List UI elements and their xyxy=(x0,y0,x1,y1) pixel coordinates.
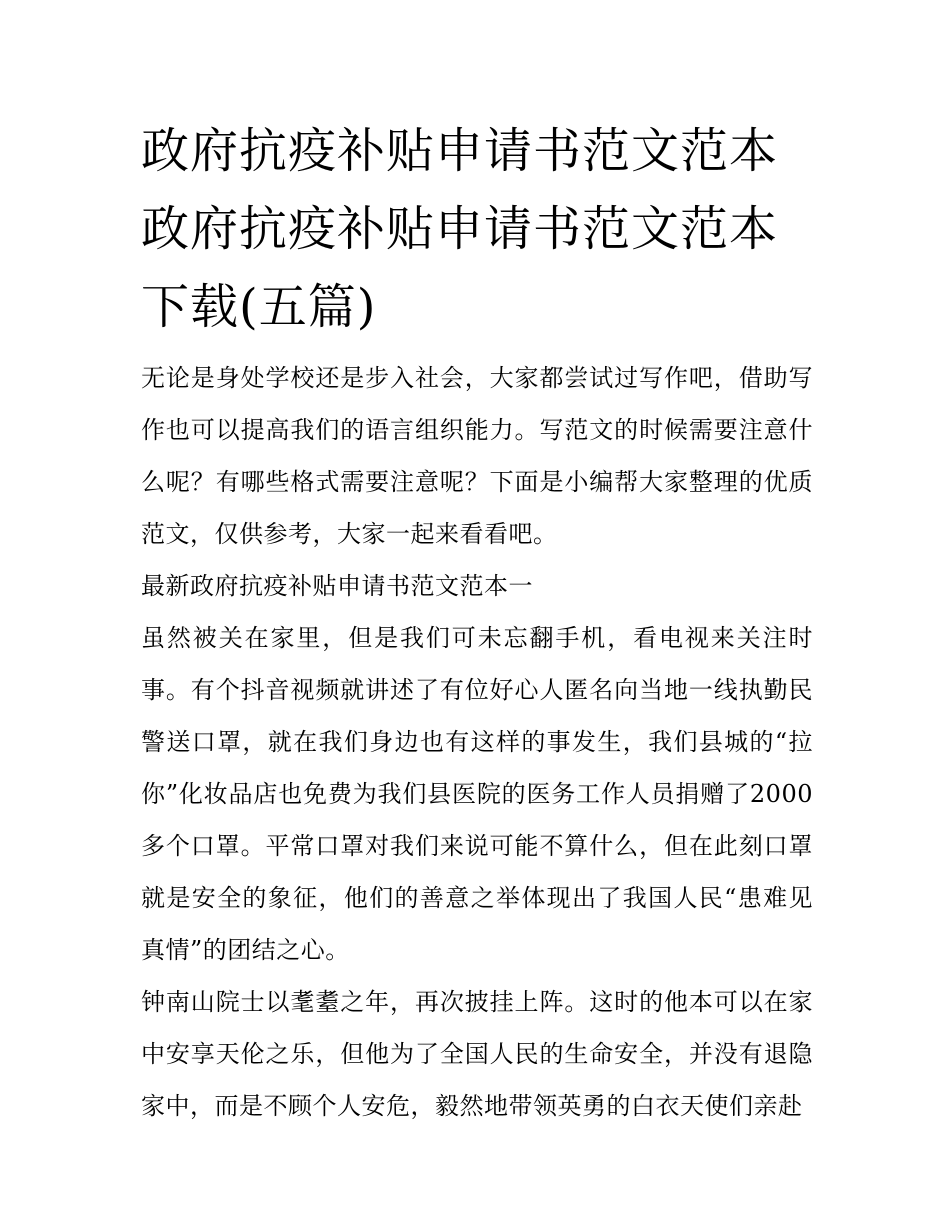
title-line-1: 政府抗疫补贴申请书范文范本 xyxy=(141,123,779,179)
body-paragraph-1: 虽然被关在家里，但是我们可未忘翻手机，看电视来关注时事。有个抖音视频就讲述了有位好心人匿名向当地一线执勤民警送口罩，就在我们身边也有这样的事发生，我们县城的“拉你”化妆品店也免费为我们县医院的医务工作人员捐赠了2000多个口罩。平常口罩对我们来说可能不算什么，但在此刻口罩就是安全的象征，他们的善意之举体现出了我国人民“患难见真情”的团结之心。 xyxy=(141,624,813,964)
title-line-3: 下载(五篇) xyxy=(141,279,377,335)
document-body xyxy=(141,352,813,1132)
body-paragraph-2: 钟南山院士以耄耋之年，再次披挂上阵。这时的他本可以在家中安享天伦之乐，但他为了全国人民的生命安全，并没有退隐家中，而是不顾个人安危，毅然地带领英勇的白衣天使们亲赴 xyxy=(141,988,813,1120)
document-title xyxy=(141,112,813,346)
document-page xyxy=(141,112,813,1132)
title-line-2: 政府抗疫补贴申请书范文范本 xyxy=(141,201,779,257)
intro-paragraph: 无论是身处学校还是步入社会，大家都尝试过写作吧，借助写作也可以提高我们的语言组织能力。写范文的时候需要注意什么呢？有哪些格式需要注意呢？下面是小编帮大家整理的优质范文，仅供参考，大家一起来看看吧。 xyxy=(141,364,813,548)
section-heading: 最新政府抗疫补贴申请书范文范本一 xyxy=(141,572,533,600)
